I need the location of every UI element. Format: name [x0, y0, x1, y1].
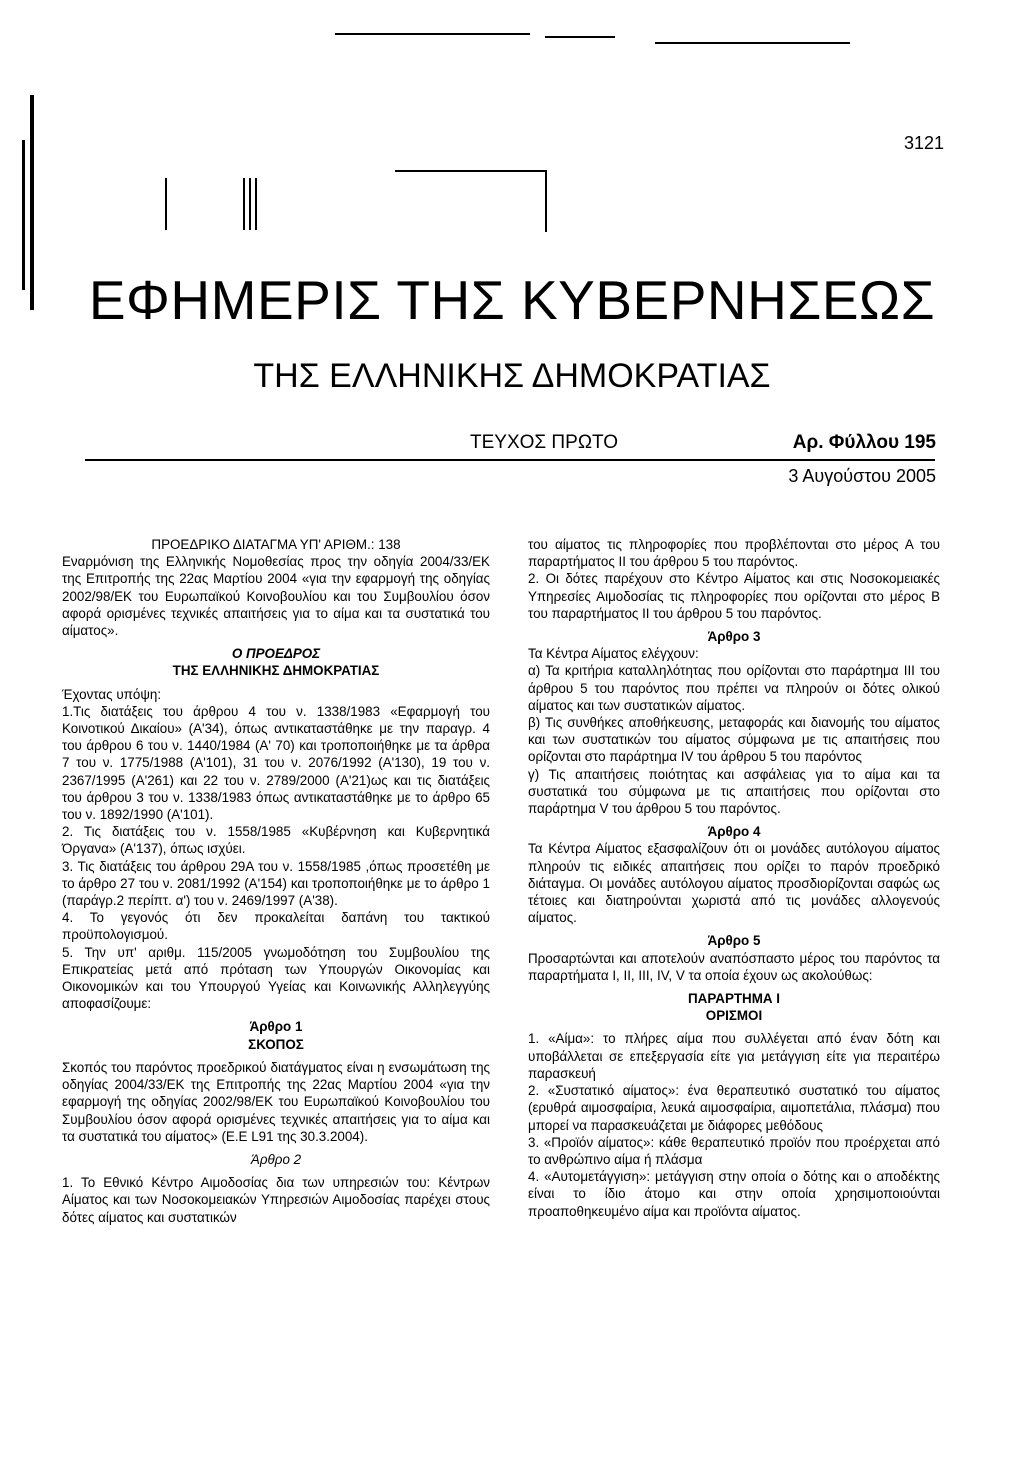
left-column [62, 536, 490, 1226]
top-rule-2 [545, 36, 615, 38]
annex-heading: ΠΑΡΑΡΤΗΜΑ I [688, 991, 780, 1007]
article-title: ΣΚΟΠΟΣ [248, 1036, 304, 1052]
paragraph: 1.Τις διατάξεις του άρθρου 4 του ν. 1338/1983 «Εφαρμογή του Κοινοτικού Δικαίου» (Α'34), όπως αντικαταστάθηκε με την παραγρ. 4 του άρθρου 6 του ν. 1440/1984 (Α' 70) και τροποποιήθηκε με τα άρθρα 7 του ν. 1775/1988 (Α'101), 31 του ν. 2076/1992 (Α'130), 19 του ν. 2367/1995 (Α'261) και 22 του ν. 2789/2000 (Α'21)ως και τις διατάξεις του άρθρου 3 του ν. 1338/1983 όπως αντικαταστάθηκε με το άρθρο 65 του ν. 1892/1990 (Α'101). [62, 703, 490, 823]
article-heading: Άρθρο 2 [250, 1151, 302, 1167]
masthead-title: ΕΦΗΜΕΡΙΣ ΤΗΣ ΚΥΒΕΡΝΗΣΕΩΣ [88, 269, 936, 331]
paragraph: α) Τα κριτήρια καταλληλότητας που ορίζονται στο παράρτημα III του άρθρου 5 του παρόντος που πρέπει να πληρούν οι δότες ολικού αίματος και των συστατικών αίματος. [528, 663, 940, 713]
masthead-rule [85, 459, 935, 461]
president-heading: Ο ΠΡΟΕΔΡΟΣ [231, 646, 321, 662]
issue-series: ΤΕΥΧΟΣ ΠΡΩΤΟ [470, 432, 619, 453]
top-rule-3 [655, 42, 850, 44]
paragraph: β) Τις συνθήκες αποθήκευσης, μεταφοράς και διανομής του αίματος και των συστατικών του αίματος σύμφωνα με τις απαιτήσεις που ορίζονται στο παράρτημα IV του άρθρου 5 του παρόντος [528, 715, 940, 765]
article-heading: Άρθρο 4 [707, 824, 761, 840]
paragraph: 2. Τις διατάξεις του ν. 1558/1985 «Κυβέρνηση και Κυβερνητικά Όργανα» (Α'137), όπως ισχύει. [62, 824, 490, 857]
considering-label: Έχοντας υπόψη: [62, 686, 162, 702]
paragraph: 3. «Προϊόν αίματος»: κάθε θεραπευτικό προϊόν που προέρχεται από το ανθρώπινο αίμα ή πλάσμα [528, 1134, 940, 1167]
article-heading: Άρθρο 3 [707, 629, 761, 645]
right-column [528, 536, 940, 1220]
decree-heading: ΠΡΟΕΔΡΙΚΟ ΔΙΑΤΑΓΜΑ ΥΠ' ΑΡΙΘΜ.: 138 [151, 537, 401, 552]
paragraph: 2. Οι δότες παρέχουν στο Κέντρο Αίματος και στις Νοσοκομειακές Υπηρεσίες Αιμοδοσίας τις πληροφορίες που ορίζονται στο μέρος Β του παραρτήματος II του άρθρου 5 του παρόντος. [528, 571, 940, 621]
page-number: 3121 [903, 133, 944, 153]
binding-bars [165, 178, 195, 230]
paragraph: 1. «Αίμα»: το πλήρες αίμα που συλλέγεται από έναν δότη και υποβάλλεται σε επεξεργασία είτε για μετάγγιση είτε για περαιτέρω παρασκευή [528, 1031, 940, 1081]
article-heading: Άρθρο 1 [249, 1019, 303, 1035]
annex-title: ΟΡΙΣΜΟΙ [705, 1008, 763, 1024]
paragraph: 5. Την υπ' αριθμ. 115/2005 γνωμοδότηση του Συμβουλίου της Επικρατείας μετά από πρόταση των Υπουργών Οικονομίας και Οικονομικών και του Υπουργού Υγείας και Κοινωνικής Αλληλεγγύης αποφασίζουμε: [62, 944, 490, 1012]
decree-summary: Εναρμόνιση της Ελληνικής Νομοθεσίας προς την οδηγία 2004/33/ΕΚ της Επιτροπής της 22ας Μαρτίου 2004 «για την εφαρμογή της οδηγίας 2002/98/ΕΚ του Ευρωπαϊκού Κοινοβουλίου και του Συμβουλίου όσον αφορά ορισμένες τεχνικές απαιτήσεις για το αίμα και τα συστατικά του αίματος». [62, 554, 490, 639]
paragraph: 2. «Συστατικό αίματος»: ένα θεραπευτικό συστατικό του αίματος (ερυθρά αιμοσφαίρια, λευκά αιμοσφαίρια, αιμοπετάλια, πλάσμα) που μπορεί να παρασκευάζεται με διάφορες μεθόδους [528, 1083, 940, 1133]
paragraph: του αίματος τις πληροφορίες που προβλέπονται στο μέρος Α του παραρτήματος II του άρθρου 5 του παρόντος. [528, 537, 940, 570]
top-rule-1 [335, 33, 530, 35]
sheet-number: Αρ. Φύλλου 195 [792, 432, 936, 453]
paragraph: 4. «Αυτομετάγγιση»: μετάγγιση στην οποία ο δότης και ο αποδέκτης είναι το ίδιο άτομο και στην οποία χρησιμοποιούνται προαποθηκευμένο αίμα και προϊόντα αίματος. [528, 1169, 940, 1219]
issue-date: 3 Αυγούστου 2005 [788, 466, 936, 486]
paragraph: Προσαρτώνται και αποτελούν αναπόσπαστο μέρος του παρόντος τα παραρτήματα I, II, III, IV, V τα οποία έχουν ως ακολούθως: [528, 950, 940, 983]
paragraph: 1. Το Εθνικό Κέντρο Αιμοδοσίας δια των υπηρεσιών του: Κέντρων Αίματος και των Νοσοκομειακών Υπηρεσιών Αιμοδοσίας παρέχει στους δότες αίματος και συστατικών [62, 1175, 490, 1225]
paragraph: Σκοπός του παρόντος προεδρικού διατάγματος είναι η ενσωμάτωση της οδηγίας 2004/33/ΕΚ της Επιτροπής της 22ας Μαρτίου 2004 «για την εφαρμογή της οδηγίας 2002/98/ΕΚ του Ευρωπαϊκού Κοινοβουλίου του Συμβουλίου όσον αφορά ορισμένες τεχνικές απαιτήσεις για το αίμα και τα συστατικά του αίματος» (Ε.Ε L91 της 30.3.2004). [62, 1059, 490, 1144]
paragraph: Τα Κέντρα Αίματος ελέγχουν: [528, 646, 699, 662]
corner-frame [395, 170, 547, 232]
paragraph: Τα Κέντρα Αίματος εξασφαλίζουν ότι οι μονάδες αυτόλογου αίματος πληρούν τις ειδικές απαιτήσεις που ορίζει το παρόν προεδρικό διάταγμα. Οι μονάδες αυτόλογου αίματος προσδιορίζονται σαφώς ως τέτοιες και διατηρούνται χωριστά από τις μονάδες αλλογενούς αίματος. [528, 841, 940, 926]
article-heading: Άρθρο 5 [707, 933, 761, 949]
paragraph: 4. Το γεγονός ότι δεν προκαλείται δαπάνη του τακτικού προϋπολογισμού. [62, 910, 490, 943]
masthead-subtitle: ΤΗΣ ΕΛΛΗΝΙΚΗΣ ΔΗΜΟΚΡΑΤΙΑΣ [253, 357, 771, 395]
president-heading-2: ΤΗΣ ΕΛΛΗΝΙΚΗΣ ΔΗΜΟΚΡΑΤΙΑΣ [172, 663, 380, 679]
paragraph: 3. Τις διατάξεις του άρθρου 29Α του ν. 1558/1985 ,όπως προσετέθη με το άρθρο 27 του ν. 2081/1992 (Α'154) και τροποποιήθηκε με το άρθρο 1 (παράγρ.2 περίπτ. α') του ν. 2469/1997 (Α'38). [62, 858, 490, 909]
paragraph: γ) Τις απαιτήσεις ποιότητας και ασφάλειας για το αίμα και τα συστατικά του σύμφωνα με τις απαιτήσεις που ορίζονται στο παράρτημα V του άρθρου 5 του παρόντος. [528, 766, 940, 817]
